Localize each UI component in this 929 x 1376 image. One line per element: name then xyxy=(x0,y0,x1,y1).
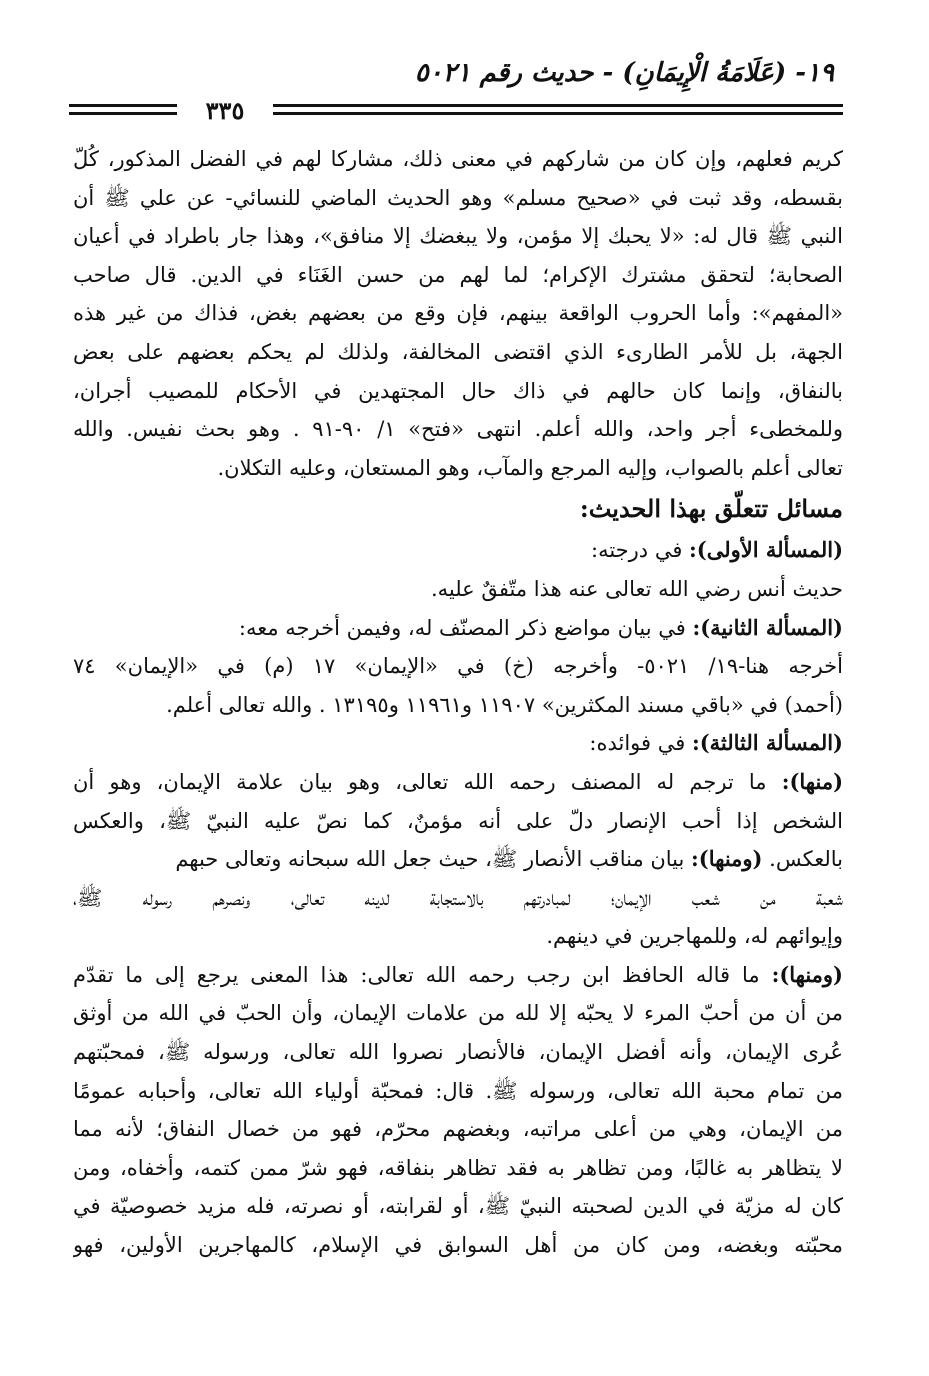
benefit-1-line: الشخص إذا أحب الإنصار دلّ على أنه مؤمنٌ، كما نصّ عليه النبيّ ﷺ، والعكس xyxy=(73,808,843,833)
benefit-1-line xyxy=(73,763,843,802)
benefit-3-line: كان له مزيّة في الدين لصحبته النبيّ ﷺ، أو لقرابته، أو نصرته، فله مزيد خصوصيّة في xyxy=(73,1194,843,1219)
benefit-3-line: من أن من أحبّ المرء لا يحبّه إلا لله من علامات الإيمان، وأن الحبّ في الله من أوثق xyxy=(73,1001,843,1026)
benefit-3-label: (ومنها): xyxy=(771,961,843,987)
issue-3-line xyxy=(73,724,843,763)
benefit-3-line: محبّته وبغضه، ومن كان من أهل السوابق في الإسلام، كالمهاجرين الأولين، فهو xyxy=(73,1233,843,1258)
issue-2-line xyxy=(73,609,843,648)
benefit-3-line: لا يتظاهر به غالبًا، ومن تظاهر به فقد تظاهر بنفاقه، فهو شرّ ممن كتمه، وأخفاه، ومن xyxy=(73,1155,843,1180)
main-text xyxy=(73,140,843,1265)
issue-3-label: (المسألة الثالثة): xyxy=(691,730,843,756)
benefit-2-text: بيان مناقب الأنصار ﷺ، حيث جعل الله سبحانه وتعالى حبهم xyxy=(175,847,692,872)
header-rule-left-bottom xyxy=(69,112,169,115)
header-rule-left-top xyxy=(69,104,169,107)
issue-1-text: في درجته: xyxy=(591,538,690,563)
benefit-3-text: ما قاله الحافظ ابن رجب رحمه الله تعالى: هذا المعنى يرجع إلى ما تقدّم xyxy=(73,962,772,987)
section-heading: مسائل تتعلّق بهذا الحديث: xyxy=(579,494,843,524)
text-line: وللمخطىء أجر واحد، والله أعلم. انتهى «فتح» ١/ ٩٠-٩١ . وهو بحث نفيس. والله xyxy=(73,417,843,442)
issue-3-text: في فوائده: xyxy=(589,731,692,756)
issue-1-line xyxy=(73,531,843,570)
benefit-1-label: (منها): xyxy=(781,768,843,794)
running-header-title: ١٩- (عَلَامَةُ الْإِيمَانِ) - حديث رقم ٥٠٢١ xyxy=(414,58,834,88)
text-line: النبي ﷺ قال له: «لا يحبك إلا مؤمن، ولا يبغضك إلا منافق»، وهذا جار باطراد في أعيان xyxy=(73,224,843,249)
text-line: تعالى أعلم بالصواب، وإليه المرجع والمآب، وهو المستعان، وعليه التكلان. xyxy=(217,455,843,480)
issue-2-body-line: (أحمد) في «باقي مسند المكثرين» ١١٩٠٧ و١١٩٦١ و١٣١٩٥ . والله تعالى أعلم. xyxy=(166,692,843,717)
issue-2-label: (المسألة الثانية): xyxy=(692,614,843,640)
benefit-3-line: من الإيمان، وهي من أعلى مراتبه، وبغضهم محرّم، فهو من خصال النفاق؛ لأنه مما xyxy=(73,1117,843,1142)
header-rule xyxy=(69,96,843,125)
benefit-1-line xyxy=(73,840,843,879)
issue-2-text: في بيان مواضع ذكر المصنّف له، وفيمن أخرجه معه: xyxy=(238,615,693,640)
text-line: الصحابة؛ لتحقق مشترك الإكرام؛ لما لهم من حسن الغَنَاء في الدين. قال صاحب xyxy=(73,262,843,287)
issue-1-body: حديث أنس رضي الله تعالى عنه هذا متّفقٌ عليه. xyxy=(430,576,843,601)
benefit-1-text: بالعكس. xyxy=(769,847,843,872)
benefit-2-line: شعبة من شعب الإيمان؛ لمبادرتهم بالاستجابة لدينه تعالى، ونصرهم رسوله ﷺ، xyxy=(73,885,843,910)
benefit-2-line: وإيوائهم له، وللمهاجرين في دينهم. xyxy=(546,924,843,949)
text-line: بقسطه، وقد ثبت في «صحيح مسلم» وهو الحديث الماضي للنسائي- عن علي ﷺ أن xyxy=(73,185,843,210)
benefit-2-label: (ومنها): xyxy=(691,846,763,872)
benefit-1-text: ما ترجم له المصنف رحمه الله تعالى، وهو بيان علامة الإيمان، وهو أن xyxy=(73,769,782,794)
issue-2-body-line: أخرجه هنا-١٩/ ٥٠٢١- وأخرجه (خ) في «الإيمان» ١٧ (م) في «الإيمان» ٧٤ xyxy=(73,654,843,679)
benefit-3-line: عُرى الإيمان، وأنه أفضل الإيمان، فالأنصار نصروا الله تعالى، ورسوله ﷺ، فمحبّتهم xyxy=(73,1040,843,1065)
text-line: «المفهم»: وأما الحروب الواقعة بينهم، فإن وقع من بعضهم بغض، فذاك من غير هذه xyxy=(73,301,843,326)
page-number: ٣٣٥ xyxy=(177,96,273,125)
text-line: بالنفاق، وإنما كان حالهم في ذاك حال المجتهدين في الأحكام للمصيب أجران، xyxy=(73,378,843,403)
benefit-3-line: من تمام محبة الله تعالى، ورسوله ﷺ. قال: فمحبّة أولياء الله تعالى، وأحبابه عمومًا xyxy=(73,1078,843,1103)
text-line: كريم فعلهم، وإن كان من شاركهم في معنى ذلك، مشاركا لهم في الفضل المذكور، كُلّ xyxy=(73,147,843,171)
text-line: الجهة، بل للأمر الطارىء الذي اقتضى المخالفة، ولذلك لم يحكم بعضهم على بعض xyxy=(73,339,843,364)
benefit-3-line xyxy=(73,956,843,995)
issue-1-label: (المسألة الأولى): xyxy=(689,537,843,563)
